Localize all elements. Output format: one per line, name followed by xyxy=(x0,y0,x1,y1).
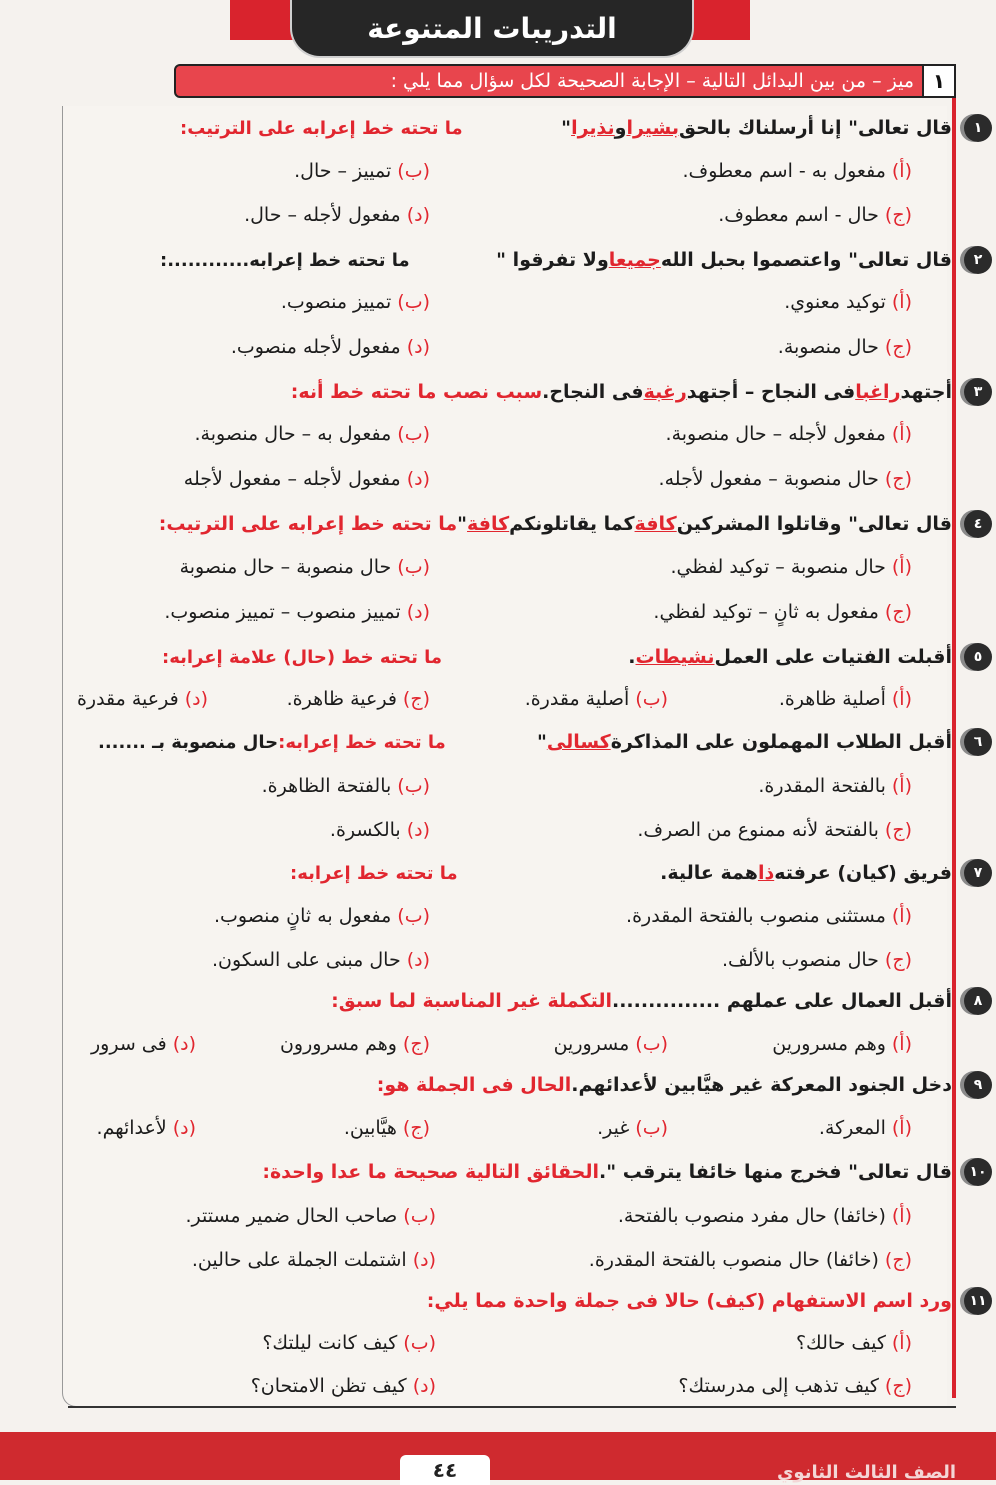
question-3-option-a[interactable]: (أ) مفعول لأجله – حال منصوبة. xyxy=(665,423,912,445)
question-5-number: ٥ xyxy=(964,643,992,671)
question-2-option-d[interactable]: (د) مفعول لأجله منصوب. xyxy=(230,336,430,358)
question-11-option-b[interactable]: (ب) كيف كانت ليلتك؟ xyxy=(262,1332,436,1354)
page-title: التدريبات المتنوعة xyxy=(290,0,694,58)
question-8-option-c[interactable]: (ج) وهم مسرورون xyxy=(279,1033,430,1055)
question-7-option-a[interactable]: (أ) مستثنى منصوب بالفتحة المقدرة. xyxy=(626,905,912,927)
question-6-option-c[interactable]: (ج) بالفتحة لأنه ممنوع من الصرف. xyxy=(637,819,912,841)
question-3-option-c[interactable]: (ج) حال منصوبة – مفعول لأجله. xyxy=(658,468,912,490)
question-4-option-b[interactable]: (ب) حال منصوبة – حال منصوبة xyxy=(179,556,430,578)
question-7-option-d[interactable]: (د) حال مبنى على السكون. xyxy=(211,949,430,971)
question-1-number: ١ xyxy=(964,114,992,142)
page-number: ٤٤ xyxy=(400,1455,490,1485)
question-2-number: ٢ xyxy=(964,246,992,274)
question-10-option-c[interactable]: (ج) (خائفا) حال منصوب بالفتحة المقدرة. xyxy=(588,1249,912,1271)
question-3-option-d[interactable]: (د) مفعول لأجله – مفعول لأجله xyxy=(183,468,430,490)
question-10-option-a[interactable]: (أ) (خائفا) حال مفرد منصوب بالفتحة. xyxy=(617,1205,912,1227)
question-6-option-d[interactable]: (د) بالكسرة. xyxy=(329,819,430,841)
question-9-option-c[interactable]: (ج) هيَّابين. xyxy=(343,1117,430,1139)
question-2-option-c[interactable]: (ج) حال منصوبة. xyxy=(777,336,912,358)
question-2-option-a[interactable]: (أ) توكيد معنوي. xyxy=(784,291,912,313)
question-9-stem: ٩ دخل الجنود المعركة غير هيَّابين لأعدائهم. الحال فى الجملة هو: xyxy=(42,1068,952,1102)
question-7-option-b[interactable]: (ب) مفعول به ثانٍ منصوب. xyxy=(213,905,430,927)
question-11-option-a[interactable]: (أ) كيف حالك؟ xyxy=(795,1332,912,1354)
question-1-option-c[interactable]: (ج) حال - اسم معطوف. xyxy=(718,204,912,226)
question-7-request: ما تحته خط إعرابه: xyxy=(290,862,458,884)
question-8-option-d[interactable]: (د) فى سرور xyxy=(90,1033,196,1055)
question-1-option-b[interactable]: (ب) تمييز – حال. xyxy=(294,160,430,182)
question-8-request: التكملة غير المناسبة لما سبق: xyxy=(331,990,612,1012)
question-9-option-b[interactable]: (ب) غير. xyxy=(597,1117,668,1139)
question-4-stem: ٤ قال تعالى" وقاتلوا المشركين كافة كما يقاتلونكم كافة " ما تحته خط إعرابه على الترتيب: xyxy=(42,507,952,541)
question-6-option-b[interactable]: (ب) بالفتحة الظاهرة. xyxy=(261,775,430,797)
instruction-text: ميز – من بين البدائل التالية – الإجابة الصحيحة لكل سؤال مما يلي : xyxy=(390,70,914,92)
question-5-option-b[interactable]: (ب) أصلية مقدرة. xyxy=(524,688,668,710)
question-1-option-d[interactable]: (د) مفعول لأجله – حال. xyxy=(244,204,430,226)
question-7-stem: ٧ فريق (كيان) عرفته ذا همة عالية. xyxy=(42,856,952,890)
instruction-bar xyxy=(174,64,956,98)
question-10-number: ١٠ xyxy=(964,1158,992,1186)
question-11-stem: ١١ ورد اسم الاستفهام (كيف) حالا فى جملة واحدة مما يلي: xyxy=(42,1284,952,1318)
question-1-stem: ١ قال تعالى" إنا أرسلناك بالحق بشيرا و نذيرا " xyxy=(42,111,952,145)
question-3-number: ٣ xyxy=(964,378,992,406)
question-4-option-a[interactable]: (أ) حال منصوبة – توكيد لفظي. xyxy=(670,556,912,578)
question-3-request: سبب نصب ما تحته خط أنه: xyxy=(290,381,543,403)
question-6-stem: ٦ أقبل الطلاب المهملون على المذاكرة كسالى " xyxy=(42,725,952,759)
question-8-option-b[interactable]: (ب) مسرورين xyxy=(553,1033,668,1055)
question-7-number: ٧ xyxy=(964,859,992,887)
question-5-option-d[interactable]: (د) فرعية مقدرة xyxy=(76,688,208,710)
question-8-number: ٨ xyxy=(964,987,992,1015)
question-11-option-c[interactable]: (ج) كيف تذهب إلى مدرستك؟ xyxy=(678,1375,912,1397)
grade-label: الصف الثالث الثانوي xyxy=(776,1462,956,1483)
question-6-request: ما تحته خط إعرابه: حال منصوبة بـ ....... xyxy=(98,731,446,753)
question-2-request: ما تحته خط إعرابه............: xyxy=(160,249,410,271)
question-9-option-a[interactable]: (أ) المعركة. xyxy=(818,1117,912,1139)
question-5-stem: ٥ أقبلت الفتيات على العمل نشيطات . xyxy=(42,640,952,674)
question-9-number: ٩ xyxy=(964,1071,992,1099)
question-10-stem: ١٠ قال تعالى" فخرج منها خائفا يترقب ". الحقائق التالية صحيحة ما عدا واحدة: xyxy=(42,1155,952,1189)
question-2-option-b[interactable]: (ب) تمييز منصوب. xyxy=(280,291,430,313)
question-10-option-d[interactable]: (د) اشتملت الجملة على حالين. xyxy=(191,1249,436,1271)
question-6-option-a[interactable]: (أ) بالفتحة المقدرة. xyxy=(758,775,912,797)
question-1-request: ما تحته خط إعرابه على الترتيب: xyxy=(180,117,463,139)
question-11-option-d[interactable]: (د) كيف تظن الامتحان؟ xyxy=(250,1375,436,1397)
question-1-option-a[interactable]: (أ) مفعول به - اسم معطوف. xyxy=(682,160,912,182)
question-8-stem: ٨ أقبل العمال على عملهم ............... التكملة غير المناسبة لما سبق: xyxy=(42,984,952,1018)
question-4-number: ٤ xyxy=(964,510,992,538)
question-5-option-c[interactable]: (ج) فرعية ظاهرة. xyxy=(286,688,430,710)
question-11-number: ١١ xyxy=(964,1287,992,1315)
question-10-request: الحقائق التالية صحيحة ما عدا واحدة: xyxy=(262,1161,599,1183)
question-5-option-a[interactable]: (أ) أصلية ظاهرة. xyxy=(778,688,912,710)
question-3-stem: ٣ أجتهد راغبا فى النجاح – أجتهد رغبة فى النجاح. سبب نصب ما تحته خط أنه: xyxy=(42,375,952,409)
question-4-request: ما تحته خط إعرابه على الترتيب: xyxy=(158,513,458,535)
question-8-option-a[interactable]: (أ) وهم مسرورين xyxy=(772,1033,912,1055)
question-2-stem: ٢ قال تعالى" واعتصموا بحبل الله جميعا ولا تفرقوا " xyxy=(42,243,952,277)
question-9-request: الحال فى الجملة هو: xyxy=(376,1074,572,1096)
bottom-divider xyxy=(68,1406,956,1408)
instruction-number: ١ xyxy=(922,66,954,96)
question-3-option-b[interactable]: (ب) مفعول به – حال منصوبة. xyxy=(194,423,430,445)
question-10-option-b[interactable]: (ب) صاحب الحال ضمير مستتر. xyxy=(185,1205,436,1227)
question-4-option-d[interactable]: (د) تمييز منصوب – تمييز منصوب. xyxy=(164,601,430,623)
question-5-request: ما تحته خط (حال) علامة إعرابه: xyxy=(162,646,443,668)
side-rule xyxy=(952,98,956,1398)
question-9-option-d[interactable]: (د) لأعدائهم. xyxy=(96,1117,196,1139)
question-4-option-c[interactable]: (ج) مفعول به ثانٍ – توكيد لفظي. xyxy=(653,601,912,623)
question-6-number: ٦ xyxy=(964,728,992,756)
question-7-option-c[interactable]: (ج) حال منصوب بالألف. xyxy=(721,949,912,971)
